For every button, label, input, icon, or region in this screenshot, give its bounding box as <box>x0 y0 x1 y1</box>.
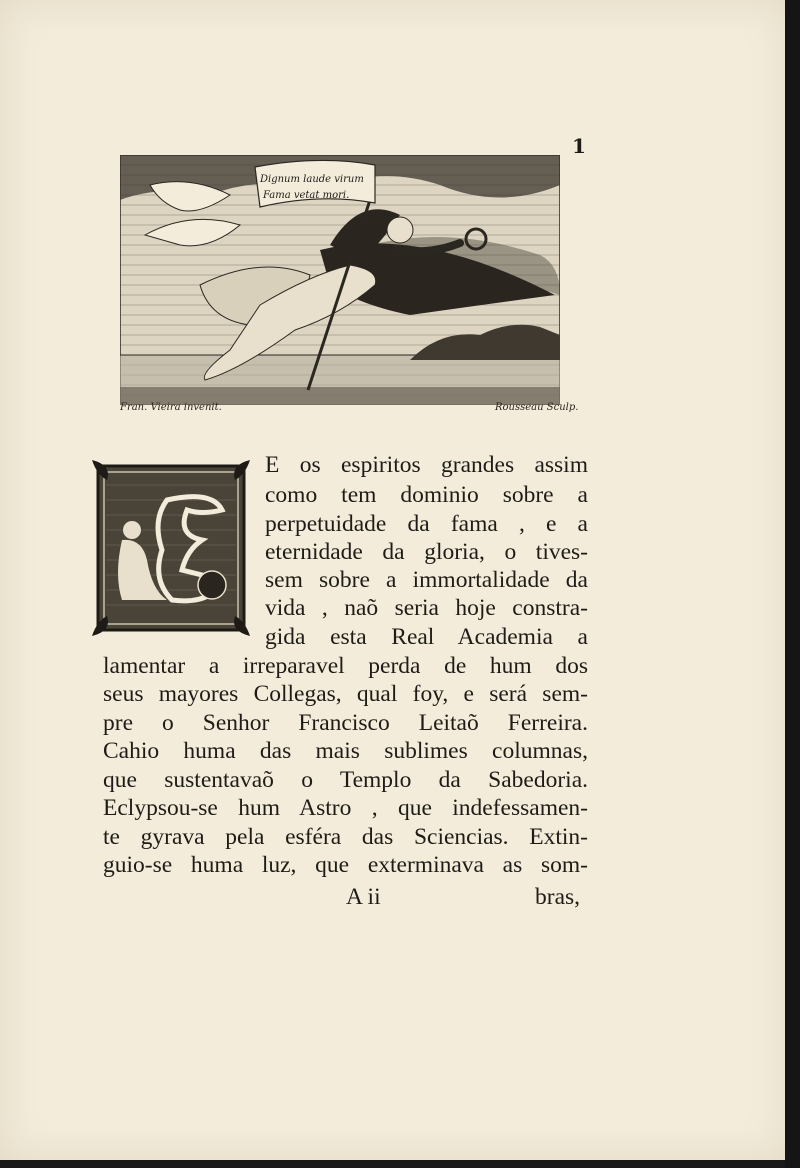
text-line: perpetuidade da fama , e a <box>265 511 588 537</box>
decorated-initial-e <box>92 460 250 636</box>
banner-motto-line-1: Dignum laude virum <box>260 174 364 185</box>
engraver-credit: Rousseau Sculp. <box>495 402 579 413</box>
text-line: gida esta Real Academia a <box>265 624 588 650</box>
text-line: pre o Senhor Francisco Leitaõ Ferreira. <box>103 710 588 736</box>
text-line: lamentar a irreparavel perda de hum dos <box>103 653 588 679</box>
text-line: Cahio huma das mais sublimes columnas, <box>103 738 588 764</box>
ornamental-initial-illustration <box>92 460 250 636</box>
text-line: te gyrava pela esféra das Sciencias. Extin- <box>103 824 588 850</box>
page-number: 1 <box>572 134 586 158</box>
text-line: como tem dominio sobre a <box>265 482 588 508</box>
text-line: guio-se huma luz, que exterminava as som- <box>103 852 588 878</box>
text-line: Eclypsou-se hum Astro , que indefessamen- <box>103 795 588 821</box>
catchword: bras, <box>535 884 581 910</box>
text-line: eternidade da gloria, o tives- <box>265 539 588 565</box>
signature-mark: A ii <box>346 884 381 910</box>
text-line: vida , naõ seria hoje constra- <box>265 595 588 621</box>
text-line: seus mayores Collegas, qual foy, e será sem- <box>103 681 588 707</box>
text-line: E os espiritos grandes assim <box>265 452 588 478</box>
designer-credit: Fran. Vieira invenit. <box>120 402 222 413</box>
scan-background-edge <box>785 0 800 1168</box>
banner-motto-line-2: Fama vetat mori. <box>263 190 350 201</box>
text-line: que sustentavaõ o Templo da Sabedoria. <box>103 767 588 793</box>
headpiece-engraving <box>120 155 560 405</box>
text-line: sem sobre a immortalidade da <box>265 567 588 593</box>
fame-angel-illustration <box>120 155 560 405</box>
